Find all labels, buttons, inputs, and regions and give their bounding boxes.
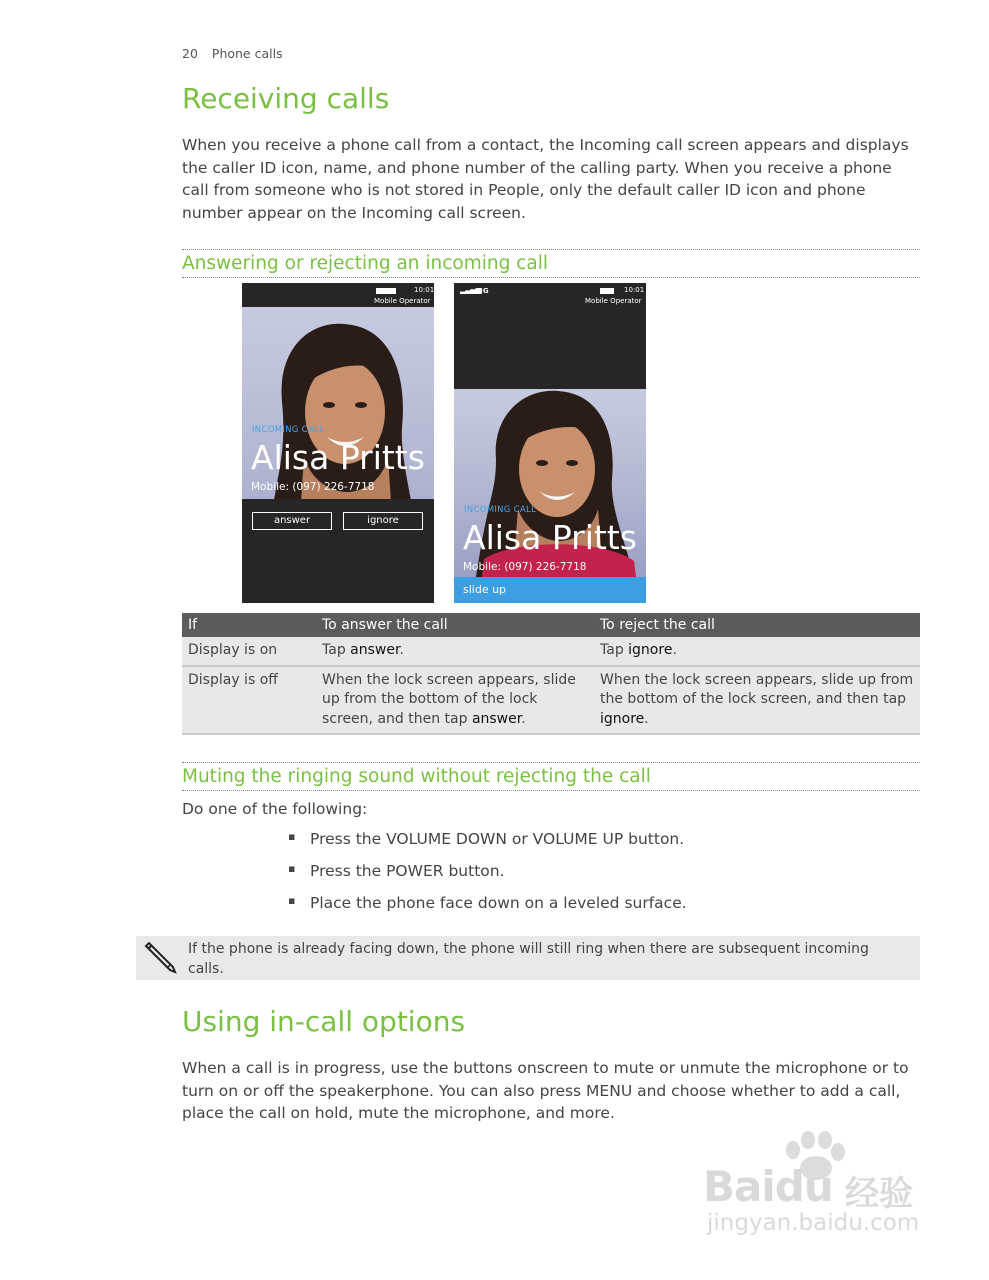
answer-keyword: answer — [350, 642, 400, 658]
incoming-call-label: INCOMING CALL — [464, 505, 537, 515]
clock: 10:01 — [414, 286, 434, 294]
column-header: If — [182, 613, 316, 637]
signal-icon: ▂▃▄▅ — [460, 285, 481, 294]
baidu-watermark — [703, 1150, 943, 1250]
answer-button[interactable]: answer — [252, 512, 332, 530]
phone-screenshot-display-on — [242, 283, 434, 603]
running-section: Phone calls — [211, 46, 283, 61]
caller-name: Alisa Pritts — [251, 438, 425, 477]
running-head — [182, 46, 283, 61]
table-row — [182, 637, 920, 666]
column-header: To reject the call — [594, 613, 920, 637]
note-text: If the phone is already facing down, the phone will still ring when there are subsequent incoming calls. — [188, 941, 869, 977]
caller-name: Alisa Pritts — [463, 518, 637, 557]
ignore-keyword: ignore — [628, 642, 673, 658]
muting-options-list — [288, 830, 888, 926]
list-item: ▪ Press the POWER button. — [288, 862, 888, 894]
section-title-incall: Using in-call options — [182, 1005, 466, 1038]
watermark-cn: 经验 — [845, 1174, 913, 1214]
clock: 10:01 — [624, 286, 645, 294]
status-bar — [242, 283, 434, 307]
battery-icon — [600, 288, 614, 294]
subheading-answering: Answering or rejecting an incoming call — [182, 249, 920, 278]
incoming-call-label: INCOMING CALL — [252, 425, 325, 435]
battery-icon — [376, 288, 396, 294]
note-box — [136, 936, 920, 980]
ignore-keyword: ignore — [600, 710, 645, 727]
answer-reject-table — [182, 613, 920, 735]
page-number: 20 — [182, 46, 198, 61]
table-header-row — [182, 613, 920, 637]
table-cell: When the lock screen appears, slide up from the bottom of the lock screen, and then tap answer. — [316, 666, 594, 735]
answer-keyword: answer — [471, 710, 522, 727]
network-type: 3G — [478, 287, 489, 295]
table-cell: When the lock screen appears, slide up from the bottom of the lock screen, and then tap ignore. — [594, 666, 920, 735]
operator: Mobile Operator — [585, 297, 642, 305]
caller-number: Mobile: (097) 226-7718 — [251, 481, 375, 493]
list-item: ▪ Press the VOLUME DOWN or VOLUME UP button. — [288, 830, 888, 862]
table-cell: Display is on — [182, 637, 316, 666]
operator: Mobile Operator — [374, 297, 431, 305]
pencil-icon — [142, 940, 178, 976]
incall-paragraph: When a call is in progress, use the buttons onscreen to mute or unmute the microphone or to turn on or off the speakerphone. You can also press MENU and choose whether to add a call, place the call on hold, mute the microphone, and more. — [182, 1059, 909, 1122]
status-bar — [454, 283, 646, 307]
phone-screenshot-lock-screen — [454, 283, 646, 603]
receiving-paragraph: When you receive a phone call from a contact, the Incoming call screen appears and displays the caller ID icon, name, and phone number of the calling party. When you receive a phone call from someone who is not stored in People, only the default caller ID icon and phone number appear on the Incoming call screen. — [182, 136, 909, 222]
table-cell: Tap ignore. — [594, 637, 920, 666]
caller-number: Mobile: (097) 226-7718 — [463, 561, 587, 573]
watermark-url: jingyan.baidu.com — [707, 1210, 920, 1236]
table-cell: Tap answer. — [316, 637, 594, 666]
watermark-brand: Baidu — [703, 1162, 833, 1211]
subheading-muting: Muting the ringing sound without rejecting the call — [182, 762, 920, 791]
column-header: To answer the call — [316, 613, 594, 637]
table-cell: Display is off — [182, 666, 316, 735]
table-row — [182, 666, 920, 735]
slide-up-bar[interactable]: slide up — [454, 577, 646, 603]
ignore-button[interactable]: ignore — [343, 512, 423, 530]
section-title-receiving: Receiving calls — [182, 82, 390, 115]
muting-intro: Do one of the following: — [182, 800, 368, 818]
list-item: ▪ Place the phone face down on a leveled surface. — [288, 894, 888, 926]
